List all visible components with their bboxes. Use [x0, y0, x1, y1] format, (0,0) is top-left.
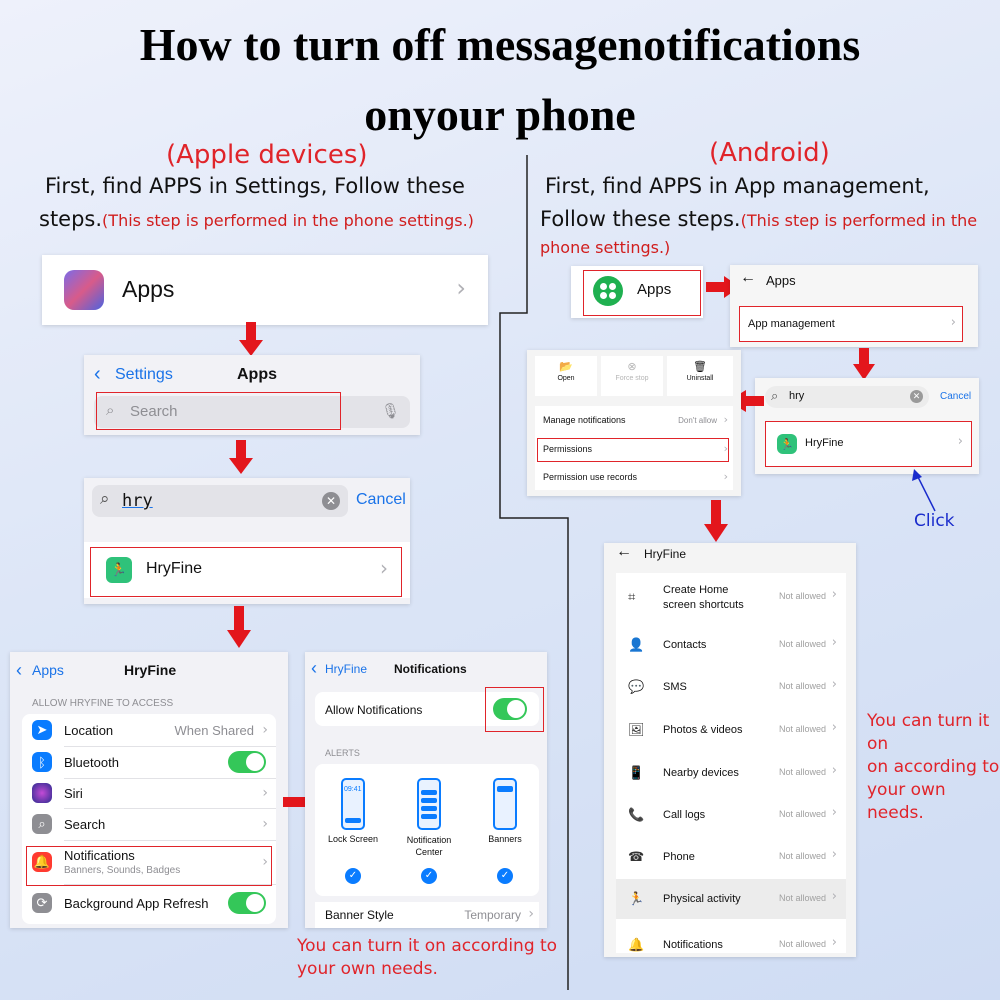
bg-refresh-label: Background App Refresh — [64, 895, 209, 911]
clear-icon[interactable]: ✕ — [322, 492, 340, 510]
apple-notifications-screen — [305, 652, 547, 928]
search-query: hry — [122, 491, 153, 511]
permission-label: Physical activity — [663, 893, 741, 905]
android-side-note — [867, 710, 1000, 825]
permission-value: Not allowed — [778, 809, 826, 819]
search-icon: ⌕ — [32, 814, 52, 834]
permission-row[interactable] — [616, 667, 846, 707]
sms-icon: 💬 — [628, 679, 645, 694]
location-arrow-icon: ➤ — [32, 720, 52, 740]
highlight-box — [26, 846, 272, 886]
page-title-line2: onyour phone — [364, 89, 636, 140]
apple-apps-search-screen — [84, 355, 420, 435]
android-search-screen — [755, 378, 979, 474]
highlight-box — [765, 421, 972, 467]
permission-label: Nearby devices — [663, 767, 739, 779]
access-list — [22, 714, 276, 924]
permission-value: Not allowed — [778, 591, 826, 601]
android-instr-note-a: (This step is performed in the — [740, 211, 978, 230]
arrow-down-icon — [704, 500, 728, 542]
chevron-right-icon: › — [831, 763, 837, 778]
highlight-box — [96, 392, 341, 430]
search-row-label: Search — [64, 816, 106, 832]
physical-activity-icon: 🏃 — [628, 891, 645, 906]
apple-footer-line2: your own needs. — [297, 959, 438, 979]
notification-center-phone-icon[interactable] — [417, 778, 441, 830]
android-side-note-3: your own — [867, 780, 946, 800]
manage-notifications-value: Don't allow — [678, 416, 717, 425]
force-stop-button[interactable] — [601, 356, 663, 396]
search-placeholder: Search — [130, 403, 178, 420]
permission-records-row[interactable] — [535, 464, 733, 490]
notifications-nav-title: Notifications — [394, 662, 467, 676]
chevron-right-icon: › — [831, 805, 837, 820]
chevron-right-icon: › — [262, 722, 268, 738]
location-value: When Shared — [174, 722, 254, 738]
alerts-options — [315, 764, 539, 896]
permission-label: Photos & videos — [663, 724, 743, 736]
alerts-section-header: ALERTS — [325, 748, 360, 758]
hryfine-nav-title: HryFine — [124, 662, 177, 678]
chevron-right-icon: › — [831, 635, 837, 650]
search-input[interactable] — [765, 386, 929, 408]
chevron-right-icon: › — [262, 816, 268, 832]
notifications-sub: Banners, Sounds, Badges — [64, 865, 181, 876]
open-button[interactable] — [535, 356, 597, 396]
permission-label: Contacts — [663, 639, 707, 651]
android-instr-line2: Follow these steps. — [540, 207, 741, 231]
arrow-down-icon — [853, 348, 875, 380]
android-apps-screen — [730, 265, 978, 347]
permissions-label: Permissions — [543, 444, 593, 454]
chevron-right-icon: › — [723, 442, 728, 455]
bluetooth-toggle[interactable] — [228, 751, 266, 773]
chevron-right-icon: › — [831, 847, 837, 862]
chevron-right-icon: › — [831, 889, 837, 904]
app-management-label: App management — [748, 318, 835, 330]
checkmark-icon[interactable]: ✓ — [345, 868, 361, 884]
chevron-right-icon: › — [456, 274, 466, 302]
notifications-bell-icon: 🔔 — [628, 937, 645, 952]
banners-label: Banners — [488, 834, 522, 844]
siri-icon — [32, 783, 52, 803]
apps-grid-icon — [64, 270, 104, 310]
android-search-query: hry — [789, 390, 805, 402]
chevron-right-icon: › — [831, 720, 837, 735]
phone-icon: ☎ — [628, 849, 645, 864]
app-info-list — [535, 406, 733, 490]
chevron-right-icon: › — [723, 470, 728, 483]
folder-icon: 📂 — [559, 361, 573, 373]
apple-instructions — [39, 170, 515, 237]
arrow-down-icon — [227, 606, 251, 648]
android-instr-line1: First, find APPS in App management, — [545, 174, 930, 198]
bluetooth-label: Bluetooth — [64, 754, 119, 770]
hryfine-app-icon: 🏃 — [777, 434, 797, 454]
android-instructions — [540, 170, 995, 259]
click-pointer-arrow — [905, 465, 945, 515]
open-label: Open — [557, 375, 575, 382]
chevron-right-icon: › — [831, 677, 837, 692]
permission-row[interactable] — [616, 837, 846, 877]
apple-apps-row[interactable] — [42, 255, 488, 325]
chevron-right-icon: › — [831, 587, 837, 602]
microphone-icon[interactable]: 🎙 — [380, 403, 400, 420]
back-chevron-icon[interactable]: ‹ — [16, 660, 22, 680]
refresh-icon: ⟳ — [32, 893, 52, 913]
back-settings-link[interactable]: Settings — [115, 366, 173, 383]
shortcut-icon: ⌗ — [628, 589, 636, 604]
highlight-box — [739, 306, 963, 342]
bg-refresh-row — [22, 886, 276, 920]
apple-hryfine-screen — [10, 652, 288, 928]
location-label: Location — [64, 722, 114, 738]
android-app-info-screen — [527, 350, 741, 496]
android-side-note-4: needs. — [867, 803, 924, 823]
android-apps-header: Apps — [766, 273, 796, 288]
checkmark-icon[interactable]: ✓ — [497, 868, 513, 884]
manage-notifications-row[interactable] — [535, 406, 733, 434]
siri-row[interactable] — [22, 778, 276, 808]
bluetooth-icon: ᛒ — [32, 752, 52, 772]
back-arrow-icon[interactable]: ← — [616, 543, 632, 560]
chevron-right-icon: › — [262, 854, 268, 870]
highlight-box — [90, 547, 402, 597]
permission-row[interactable] — [616, 577, 846, 617]
bluetooth-row — [22, 746, 276, 778]
lock-screen-label: Lock Screen — [327, 834, 379, 844]
android-instr-note-b: phone settings.) — [540, 238, 671, 257]
android-permissions-screen — [604, 543, 856, 957]
permission-label: Notifications — [663, 939, 723, 951]
permission-label: Create Home — [663, 584, 729, 596]
permission-value: Not allowed — [778, 851, 826, 861]
permission-row[interactable] — [616, 795, 846, 835]
uninstall-label: Uninstall — [686, 375, 714, 382]
back-chevron-icon[interactable]: ‹ — [311, 658, 317, 678]
lock-time: 09:41 — [344, 786, 362, 793]
checkmark-icon[interactable]: ✓ — [421, 868, 437, 884]
banner-style-label: Banner Style — [325, 908, 394, 922]
chevron-right-icon: › — [723, 413, 728, 426]
highlight-box — [537, 438, 729, 462]
apple-footer-note — [297, 935, 557, 981]
notification-center-label-1: Notification — [406, 835, 452, 845]
permission-row[interactable] — [616, 925, 846, 957]
apple-instr-note: (This step is performed in the phone settings.) — [102, 211, 474, 230]
permission-value: Not allowed — [778, 681, 826, 691]
apple-search-results — [84, 478, 410, 604]
siri-label: Siri — [64, 785, 83, 801]
android-apps-row[interactable] — [571, 266, 703, 318]
apple-apps-label: Apps — [122, 276, 175, 302]
click-label: Click — [914, 511, 955, 531]
hryfine-app-icon: 🏃 — [106, 557, 132, 583]
highlight-box — [485, 687, 544, 732]
android-apps-label: Apps — [637, 281, 672, 298]
permissions-list — [616, 573, 846, 953]
chevron-right-icon: › — [950, 315, 956, 330]
chevron-right-icon: › — [831, 935, 837, 950]
notifications-label: Notifications — [64, 848, 135, 863]
permission-records-label: Permission use records — [543, 472, 638, 482]
search-row[interactable] — [22, 808, 276, 840]
back-apps-link[interactable]: Apps — [32, 662, 64, 678]
lock-screen-phone-icon[interactable] — [341, 778, 365, 830]
chevron-right-icon: › — [380, 556, 388, 580]
back-hryfine-link[interactable]: HryFine — [325, 662, 368, 676]
back-arrow-icon[interactable]: ← — [740, 269, 756, 286]
android-cancel-button[interactable]: Cancel — [940, 391, 972, 402]
stop-icon: ⊗ — [627, 361, 637, 373]
apple-instr-line2: steps. — [39, 207, 103, 231]
photos-icon: 🖼 — [628, 722, 645, 737]
android-hryfine-label: HryFine — [805, 437, 844, 449]
permission-row[interactable] — [616, 625, 846, 665]
trash-icon: 🗑 — [693, 361, 707, 373]
apple-heading: (Apple devices) — [166, 140, 368, 170]
banner-style-row[interactable] — [315, 902, 539, 928]
notification-center-label-2: Center — [415, 847, 443, 857]
permission-label: SMS — [663, 681, 687, 693]
chevron-right-icon: › — [262, 785, 268, 801]
permission-value: Not allowed — [778, 724, 826, 734]
location-row[interactable] — [22, 714, 276, 746]
apps-grid-icon — [593, 276, 623, 306]
cancel-button[interactable]: Cancel — [356, 491, 406, 508]
page-title-line1: How to turn off messagenotifications — [139, 19, 861, 70]
force-stop-label: Force stop — [615, 375, 649, 382]
search-input[interactable] — [92, 485, 348, 517]
manage-notifications-label: Manage notifications — [543, 415, 626, 425]
android-heading: (Android) — [709, 138, 830, 168]
apple-footer-line1: You can turn it on according to — [297, 936, 558, 956]
arrow-down-icon — [229, 440, 253, 474]
permission-row[interactable] — [616, 710, 846, 750]
search-icon: ⌕ — [106, 401, 115, 419]
apple-instr-line1: First, find APPS in Settings, Follow these — [45, 174, 465, 198]
permission-value: Not allowed — [778, 939, 826, 949]
permission-label-line2: screen shortcuts — [663, 599, 744, 611]
permission-label: Call logs — [663, 809, 706, 821]
permission-row[interactable] — [616, 753, 846, 793]
permission-value: Not allowed — [778, 767, 826, 777]
clear-icon[interactable]: ✕ — [910, 390, 923, 403]
android-side-note-2: on according to — [867, 757, 1000, 777]
hryfine-label: HryFine — [146, 560, 203, 577]
chevron-right-icon: › — [528, 906, 534, 922]
permissions-screen-title: HryFine — [644, 547, 687, 561]
banners-phone-icon[interactable] — [493, 778, 517, 830]
bg-refresh-toggle[interactable] — [228, 892, 266, 914]
permission-value: Not allowed — [778, 893, 826, 903]
contacts-icon: 👤 — [628, 637, 645, 652]
access-section-header: ALLOW HRYFINE TO ACCESS — [32, 698, 174, 709]
banner-style-value: Temporary — [464, 908, 521, 922]
uninstall-button[interactable] — [667, 356, 733, 396]
permission-row[interactable] — [616, 879, 846, 919]
call-logs-icon: 📞 — [628, 807, 645, 822]
arrow-down-icon — [239, 322, 263, 356]
allow-notifications-label: Allow Notifications — [325, 703, 423, 717]
apple-apps-nav-title: Apps — [237, 366, 277, 383]
chevron-right-icon: › — [957, 434, 963, 449]
search-icon: ⌕ — [100, 489, 110, 508]
permission-value: Not allowed — [778, 639, 826, 649]
search-icon: ⌕ — [771, 388, 779, 403]
permission-label: Phone — [663, 851, 695, 863]
android-side-note-1: You can turn it on — [867, 711, 990, 754]
nearby-devices-icon: 📱 — [628, 765, 645, 780]
back-chevron-icon[interactable]: ‹ — [94, 363, 101, 385]
bell-icon: 🔔 — [32, 852, 52, 872]
